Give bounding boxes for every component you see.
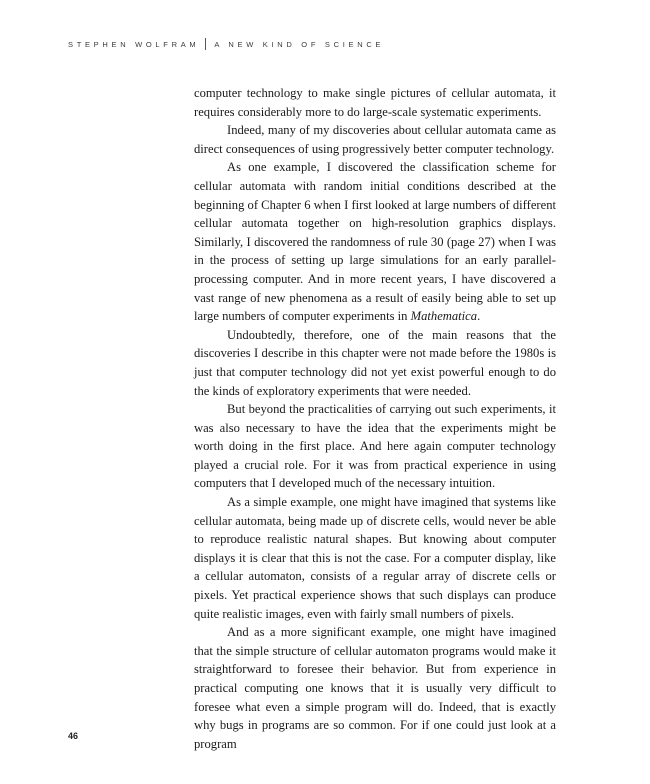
paragraph-6: As a simple example, one might have imagined that systems like cellular automata, being made up of discrete cells, would never be able to reproduce realistic natural shapes. But knowing about computer displays it is clear that this is not the case. For a computer display, like a cellular automaton, consists of a regular array of discrete cells or pixels. Yet practical experience shows that such displays can produce quite realistic images, even with fairly small numbers of pixels. [194, 495, 556, 621]
paragraph-3: As one example, I discovered the classification scheme for cellular automata with random initial conditions described at the beginning of Chapter 6 when I first looked at large numbers of different cellular automata together on high-resolution graphics displays. Similarly, I discovered the randomness of rule 30 (page 27) when I was in the process of setting up large simulations for an early parallel-processing computer. And in more recent years, I have discovered a vast range of new phenomena as a result of easily being able to set up large numbers of computer experiments in Mathematica. [194, 160, 556, 324]
paragraph-5: But beyond the practicalities of carrying out such experiments, it was also necessary to have the idea that the experiments might be worth doing in the first place. And here again computer technology played a crucial role. For it was from practical experience in using computers that I developed much of the necessary intuition. [194, 402, 556, 491]
running-head-book-title: A NEW KIND OF SCIENCE [214, 39, 385, 49]
body-text [194, 84, 556, 753]
paragraph-2: Indeed, many of my discoveries about cellular automata came as direct consequences of using progressively better computer technology. [194, 123, 556, 156]
paragraph-4: Undoubtedly, therefore, one of the main reasons that the discoveries I describe in this chapter were not made before the 1980s is just that computer technology did not yet exist powerful enough to do the kinds of exploratory experiments that were needed. [194, 327, 556, 398]
paragraph-1: computer technology to make single pictures of cellular automata, it requires considerably more to do large-scale systematic experiments. [194, 86, 556, 119]
page-number: 46 [68, 731, 79, 741]
paragraph-7: And as a more significant example, one might have imagined that the simple structure of cellular automaton programs would make it straightforward to foresee their behavior. But from experience in practical computing one knows that it is usually very difficult to foresee what even a simple program will do. Indeed, that is exactly why bugs in programs are so common. For if one could just look at a program [194, 625, 556, 751]
running-head-divider [205, 38, 206, 50]
mathematica-emphasis: Mathematica [410, 309, 478, 324]
running-head [68, 38, 384, 50]
running-head-author: STEPHEN WOLFRAM [68, 39, 200, 49]
